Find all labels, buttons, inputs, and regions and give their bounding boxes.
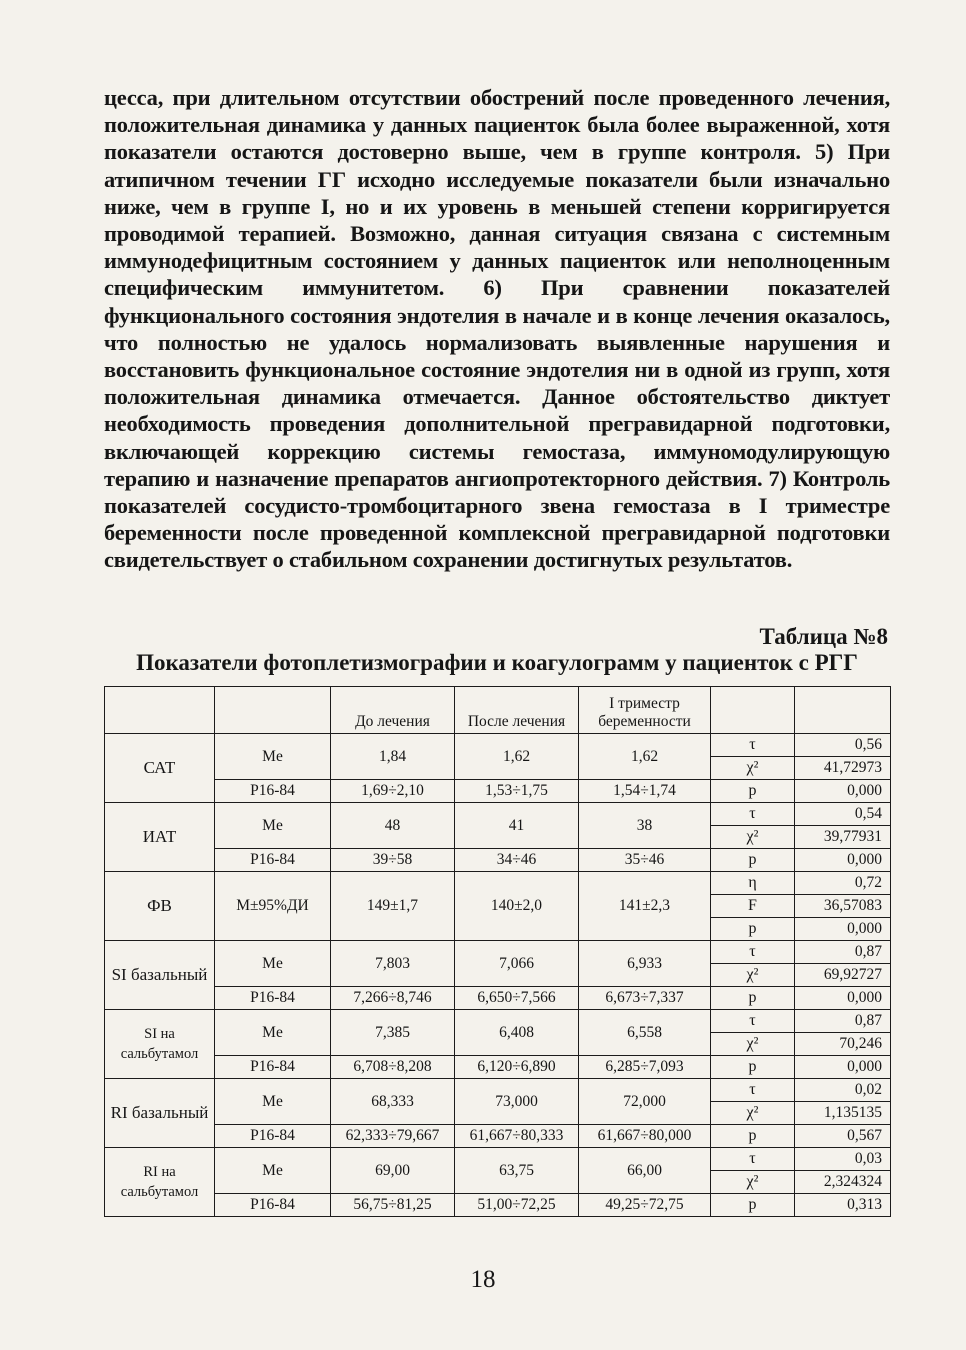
stat-value-cell: 0,72 [795, 872, 891, 895]
stat-value-cell: 0,000 [795, 780, 891, 803]
measure-cell: P16-84 [215, 849, 331, 872]
value-cell: 73,000 [455, 1079, 579, 1125]
group-name-cell: ФВ [105, 872, 215, 941]
stat-value-cell: 0,000 [795, 849, 891, 872]
value-cell: 61,667÷80,000 [579, 1125, 711, 1148]
stat-symbol-cell: τ [711, 734, 795, 757]
stat-value-cell: 0,000 [795, 918, 891, 941]
value-cell: 62,333÷79,667 [331, 1125, 455, 1148]
value-cell: 1,84 [331, 734, 455, 780]
stat-value-cell: 0,000 [795, 987, 891, 1010]
measure-cell: P16-84 [215, 1194, 331, 1217]
value-cell: 6,285÷7,093 [579, 1056, 711, 1079]
table-row [105, 1010, 891, 1033]
stat-symbol-cell: χ² [711, 964, 795, 987]
value-cell: 7,385 [331, 1010, 455, 1056]
stat-symbol-cell: p [711, 1125, 795, 1148]
stat-value-cell: 0,000 [795, 1056, 891, 1079]
table-row [105, 1056, 891, 1079]
stat-symbol-cell: τ [711, 803, 795, 826]
measure-cell: Me [215, 1079, 331, 1125]
stat-symbol-cell: p [711, 987, 795, 1010]
table-row [105, 1148, 891, 1171]
measure-cell: P16-84 [215, 1056, 331, 1079]
stat-symbol-cell: η [711, 872, 795, 895]
value-cell: 56,75÷81,25 [331, 1194, 455, 1217]
table-label: Таблица №8 [759, 624, 888, 649]
table-row [105, 1079, 891, 1102]
measure-cell: P16-84 [215, 987, 331, 1010]
value-cell: 69,00 [331, 1148, 455, 1194]
value-cell: 51,00÷72,25 [455, 1194, 579, 1217]
measure-cell: P16-84 [215, 1125, 331, 1148]
stat-value-cell: 1,135135 [795, 1102, 891, 1125]
value-cell: 1,69÷2,10 [331, 780, 455, 803]
value-cell: 1,62 [455, 734, 579, 780]
stat-symbol-cell: τ [711, 1079, 795, 1102]
value-cell: 6,650÷7,566 [455, 987, 579, 1010]
value-cell: 63,75 [455, 1148, 579, 1194]
value-cell: 39÷58 [331, 849, 455, 872]
value-cell: 48 [331, 803, 455, 849]
stat-symbol-cell: F [711, 895, 795, 918]
group-name-cell: RI на сальбутамол [105, 1148, 215, 1217]
group-name-cell: САТ [105, 734, 215, 803]
stat-value-cell: 69,92727 [795, 964, 891, 987]
value-cell: 149±1,7 [331, 872, 455, 941]
body-paragraph: цесса, при длительном отсутствии обострений после проведенного лечения, положительная динамика у данных пациенток была более выраженной, хотя показатели остаются достоверно выше, чем в группе контроля. 5) При атипичном течении ГГ исходно исследуемые показатели были изначально ниже, чем в группе I, но и их уровень в меньшей степени корригируется проводимой терапией. Возможно, данная ситуация связана с системным иммунодефицитным состоянием у данных пациенток или неполноценным специфическим иммунитетом. 6) При сравнении показателей функционального состояния эндотелия в начале и в конце лечения оказалось, что полностью не удалось нормализовать выявленные нарушения и восстановить функциональное состояние эндотелия ни в одной из групп, хотя положительная динамика отмечается. Данное обстоятельство диктует необходимость проведения дополнительной прегравидарной подготовки, включающей коррекцию системы гемостаза, иммуномодулирующую терапию и назначение препаратов ангиопротекторного действия. 7) Контроль показателей сосудисто-тромбоцитарного звена гемостаза в I триместре беременности после проведенной комплексной прегравидарной подготовки свидетельствует о стабильном сохранении достигнутых результатов. [104, 85, 890, 573]
value-cell: 41 [455, 803, 579, 849]
stat-symbol-cell: p [711, 918, 795, 941]
measure-cell: P16-84 [215, 780, 331, 803]
measure-cell: Me [215, 803, 331, 849]
value-cell: 49,25÷72,75 [579, 1194, 711, 1217]
stat-symbol-cell: χ² [711, 826, 795, 849]
table-row [105, 1125, 891, 1148]
value-cell: 141±2,3 [579, 872, 711, 941]
stat-symbol-cell: χ² [711, 1033, 795, 1056]
group-name-cell: SI базальный [105, 941, 215, 1010]
table-row [105, 987, 891, 1010]
page-number: 18 [470, 1266, 496, 1293]
value-cell: 6,408 [455, 1010, 579, 1056]
measure-cell: Me [215, 734, 331, 780]
stat-symbol-cell: χ² [711, 757, 795, 780]
stat-value-cell: 36,57083 [795, 895, 891, 918]
stat-value-cell: 0,87 [795, 1010, 891, 1033]
value-cell: 72,000 [579, 1079, 711, 1125]
stat-value-cell: 70,246 [795, 1033, 891, 1056]
value-cell: 35÷46 [579, 849, 711, 872]
value-cell: 1,54÷1,74 [579, 780, 711, 803]
stat-value-cell: 0,03 [795, 1148, 891, 1171]
stat-symbol-cell: τ [711, 941, 795, 964]
value-cell: 140±2,0 [455, 872, 579, 941]
measure-cell: Me [215, 941, 331, 987]
value-cell: 7,266÷8,746 [331, 987, 455, 1010]
stat-symbol-cell: χ² [711, 1171, 795, 1194]
value-cell: 61,667÷80,333 [455, 1125, 579, 1148]
header-cell [105, 687, 215, 734]
stat-value-cell: 0,567 [795, 1125, 891, 1148]
stat-value-cell: 2,324324 [795, 1171, 891, 1194]
stat-value-cell: 0,87 [795, 941, 891, 964]
table-row [105, 1194, 891, 1217]
table-row [105, 734, 891, 757]
stat-value-cell: 0,54 [795, 803, 891, 826]
header-cell: После лечения [455, 687, 579, 734]
stat-value-cell: 39,77931 [795, 826, 891, 849]
value-cell: 6,120÷6,890 [455, 1056, 579, 1079]
value-cell: 34÷46 [455, 849, 579, 872]
header-cell [215, 687, 331, 734]
stat-symbol-cell: p [711, 1056, 795, 1079]
stat-symbol-cell: τ [711, 1010, 795, 1033]
value-cell: 6,708÷8,208 [331, 1056, 455, 1079]
stat-symbol-cell: p [711, 1194, 795, 1217]
header-cell: I триместр беременности [579, 687, 711, 734]
table-row [105, 803, 891, 826]
measure-cell: Me [215, 1148, 331, 1194]
value-cell: 7,803 [331, 941, 455, 987]
stat-value-cell: 41,72973 [795, 757, 891, 780]
table-row [105, 849, 891, 872]
value-cell: 1,62 [579, 734, 711, 780]
stat-symbol-cell: τ [711, 1148, 795, 1171]
stat-value-cell: 0,56 [795, 734, 891, 757]
table-title: Показатели фотоплетизмографии и коагулограмм у пациенток с РГГ [136, 650, 858, 675]
value-cell: 6,673÷7,337 [579, 987, 711, 1010]
header-cell [795, 687, 891, 734]
value-cell: 38 [579, 803, 711, 849]
value-cell: 66,00 [579, 1148, 711, 1194]
header-cell [711, 687, 795, 734]
group-name-cell: SI на сальбутамол [105, 1010, 215, 1079]
table-header-row [105, 687, 891, 734]
stat-symbol-cell: χ² [711, 1102, 795, 1125]
header-cell: До лечения [331, 687, 455, 734]
stat-symbol-cell: p [711, 780, 795, 803]
group-name-cell: ИАТ [105, 803, 215, 872]
value-cell: 7,066 [455, 941, 579, 987]
table-row [105, 941, 891, 964]
measure-cell: M±95%ДИ [215, 872, 331, 941]
value-cell: 68,333 [331, 1079, 455, 1125]
results-table [104, 686, 891, 1217]
measure-cell: Me [215, 1010, 331, 1056]
value-cell: 6,558 [579, 1010, 711, 1056]
stat-value-cell: 0,02 [795, 1079, 891, 1102]
value-cell: 1,53÷1,75 [455, 780, 579, 803]
stat-symbol-cell: p [711, 849, 795, 872]
stat-value-cell: 0,313 [795, 1194, 891, 1217]
group-name-cell: RI базальный [105, 1079, 215, 1148]
table-row [105, 872, 891, 895]
table-row [105, 780, 891, 803]
value-cell: 6,933 [579, 941, 711, 987]
